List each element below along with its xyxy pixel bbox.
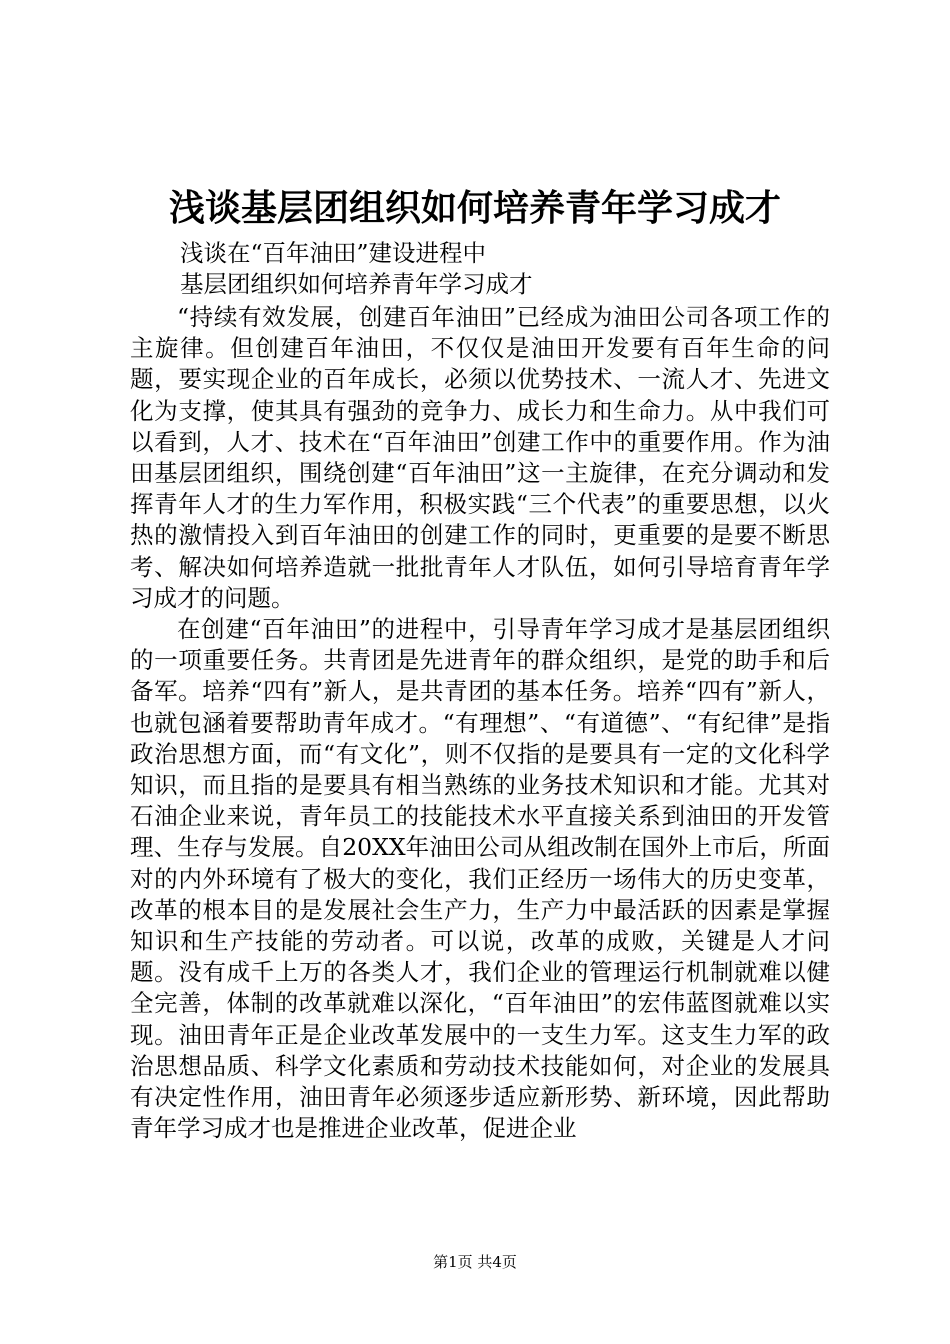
paragraph-1: “持续有效发展，创建百年油田”已经成为油田公司各项工作的主旋律。但创建百年油田，不仅仅是油田开发要有百年生命的问题，要实现企业的百年成长，必须以优势技术、一流人才、先进文化为支撑，使其具有强劲的竞争力、成长力和生命力。从中我们可以看到，人才、技术在“百年油田”创建工作中的重要作用。作为油田基层团组织，围绕创建“百年油田”这一主旋律，在充分调动和发挥青年人才的生力军作用，积极实践“三个代表”的重要思想，以火热的激情投入到百年油田的创建工作的同时，更重要的是要不断思考、解决如何培养造就一批批青年人才队伍，如何引导培育青年学习成才的问题。 xyxy=(130,303,830,612)
subtitle-line-2: 基层团组织如何培养青年学习成才 xyxy=(180,270,533,298)
document-title: 浅谈基层团组织如何培养青年学习成才 xyxy=(168,187,781,229)
document-body xyxy=(130,302,830,1144)
paragraph-2: 在创建“百年油田”的进程中，引导青年学习成才是基层团组织的一项重要任务。共青团是先进青年的群众组织，是党的助手和后备军。培养“四有”新人，是共青团的基本任务。培养“四有”新人，也就包涵着要帮助青年成才。“有理想”、“有道德”、“有纪律”是指政治思想方面，而“有文化”，则不仅指的是要具有一定的文化科学知识，而且指的是要具有相当熟练的业务技术知识和才能。尤其对石油企业来说，青年员工的技能技术水平直接关系到油田的开发管理、生存与发展。自20XX年油田公司从组改制在国外上市后，所面对的内外环境有了极大的变化，我们正经历一场伟大的历史变革，改革的根本目的是发展社会生产力，生产力中最活跃的因素是掌握知识和生产技能的劳动者。可以说，改革的成败，关键是人才问题。没有成千上万的各类人才，我们企业的管理运行机制就难以健全完善，体制的改革就难以深化，“百年油田”的宏伟蓝图就难以实现。油田青年正是企业改革发展中的一支生力军。这支生力军的政治思想品质、科学文化素质和劳动技术技能如何，对企业的发展具有决定性作用，油田青年必须逐步适应新形势、新环境，因此帮助青年学习成才也是推进企业改革，促进企业 xyxy=(130,615,830,1143)
subtitle-line-1: 浅谈在“百年油田”建设进程中 xyxy=(180,239,487,267)
page-number-footer: 第1页 共4页 xyxy=(433,1253,517,1271)
